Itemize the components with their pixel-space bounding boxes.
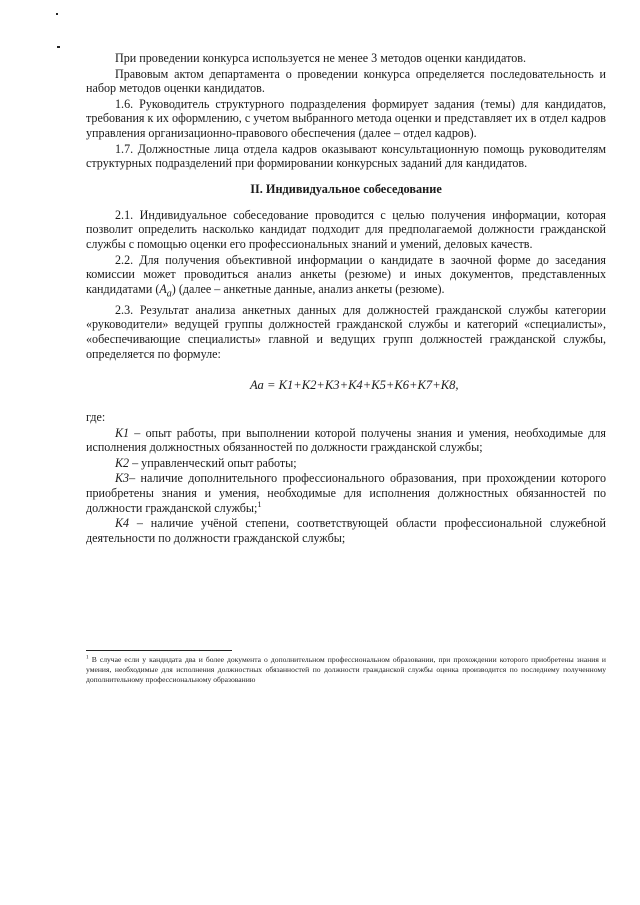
definition-k2: К2 – управленческий опыт работы; <box>115 455 297 470</box>
paragraph-1-7: 1.7. Должностные лица отдела кадров оказывают консультационную помощь руководителям структурных подразделений при формировании конкурсных заданий для кандидатов. <box>86 141 606 171</box>
paragraph-2-1: 2.1. Индивидуальное собеседование проводится с целью получения информации, которая позволит определить насколько кандидат подходит для предполагаемой должности гражданской службы с помощью оценки его профессиональных знаний и умений, деловых качеств. <box>86 207 606 251</box>
scan-speck <box>56 13 58 15</box>
variable-k3: К3 <box>115 471 130 486</box>
paragraph-2-2 <box>86 253 606 302</box>
definition-k4: К4 – наличие учёной степени, соответствующей области профессиональной служебной деятельности по должности гражданской службы; <box>86 516 606 545</box>
where-label: где: <box>86 410 106 425</box>
paragraph-1-6: 1.6. Руководитель структурного подразделения формирует задания (темы) для кандидатов, требования к их оформлению, с учетом выбранного метода оценки и представляет их в отдел кадров управления организационно-правового обеспечения (далее – отдел кадров). <box>86 96 606 140</box>
footnote-reference: 1 <box>257 498 262 509</box>
scan-speck <box>57 46 60 48</box>
footnote <box>86 655 606 684</box>
footnote-number: 1 <box>86 654 89 661</box>
definition-k3: К3– наличие дополнительного профессионального образования, при прохождении которого приобретены знания и умения, необходимые для исполнения должностных обязанностей по должности гражданской службы;$^1$ <box>86 471 606 515</box>
footnote-separator <box>86 650 232 651</box>
paragraph-legal-act: Правовым актом департамента о проведении конкурса определяется последовательность и набор методов оценки кандидатов. <box>86 66 606 96</box>
document-body <box>86 51 606 546</box>
definition-k1: К1 – опыт работы, при выполнении которой получены знания и умения, необходимые для исполнения должностных обязанностей по должности гражданской службы; <box>86 425 606 455</box>
paragraph-methods-count: При проведении конкурса используется не менее 3 методов оценки кандидатов. <box>115 51 527 65</box>
section-heading: II. Индивидуальное собеседование <box>250 181 442 196</box>
footnote-text: В случае если у кандидата два и более документа о дополнительном профессиональном образовании, при прохождении которого приобретены знания и умения, необходимые для исполнения должностных обязанностей по должности гражданской службы оценка производится по последнему полученному дополнительному профессиональному образованию <box>86 655 606 684</box>
variable-aa: $А_а$ <box>159 281 172 300</box>
variable-k2: К2 <box>115 455 130 470</box>
variable-k4: К4 <box>115 516 130 531</box>
variable-k1: К1 <box>115 425 130 440</box>
paragraph-2-3: 2.3. Результат анализа анкетных данных для должностей гражданской службы категории «руководители» ведущей группы должностей гражданской службы и категорий «специалисты», «обеспечивающие специалисты» главной и ведущих групп должностей гражданской службы, определяется по формуле: <box>86 302 606 361</box>
paragraph-2-2-start: 2.2. Для получения объективной информации о кандидате в заочной форме до заседания комиссии может проводиться анализ анкеты (резюме) и иных документов, представленных кандидатами ( <box>86 252 606 296</box>
formula: Аа = К1+К2+К3+К4+К5+К6+К7+К8, <box>250 378 459 393</box>
paragraph-2-2-end: ) (далее – анкетные данные, анализ анкеты (резюме). <box>171 281 445 296</box>
